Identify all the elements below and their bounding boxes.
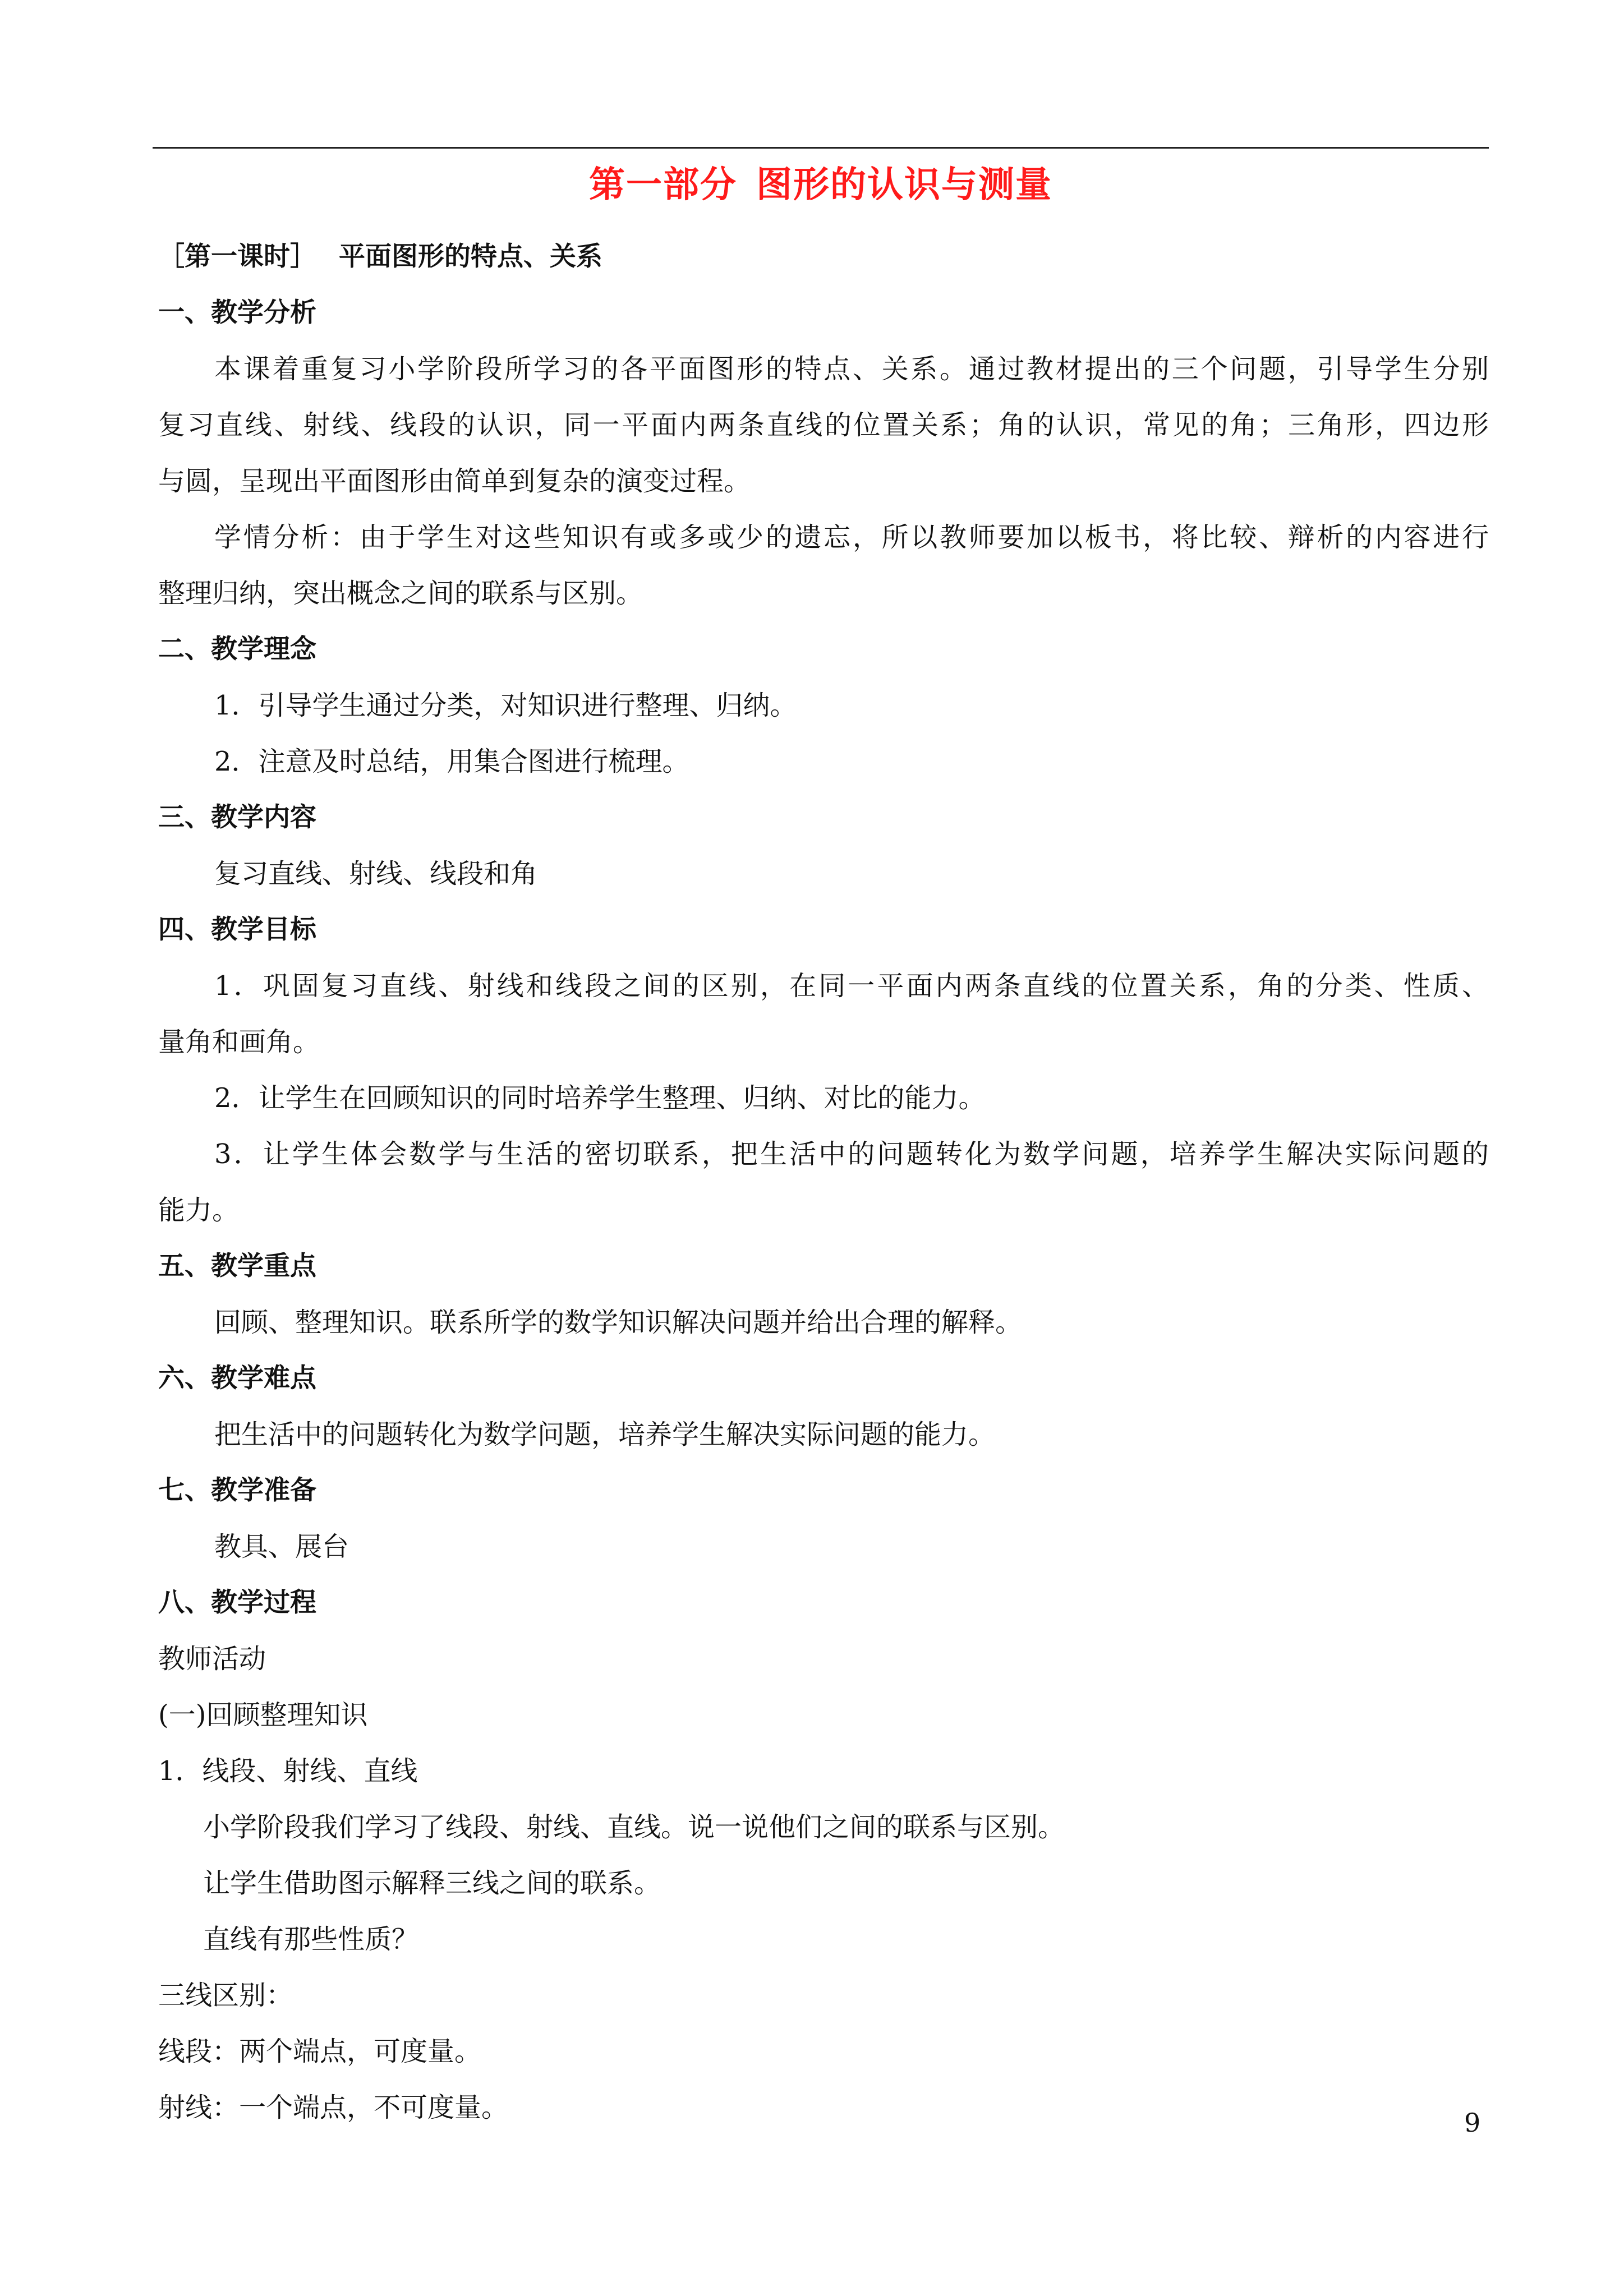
paragraph-line: 量角和画角。 bbox=[158, 1026, 320, 1058]
paragraph-line: 整理归纳，突出概念之间的联系与区别。 bbox=[158, 578, 643, 609]
paragraph-line: 回顾、整理知识。联系所学的数学知识解决问题并给出合理的解释。 bbox=[214, 1307, 1023, 1338]
title-part: 第一部分 bbox=[589, 164, 737, 206]
page-title bbox=[153, 156, 1489, 208]
lesson-name: 平面图形的特点、关系 bbox=[339, 241, 602, 272]
paragraph-line: 与圆，呈现出平面图形由简单到复杂的演变过程。 bbox=[158, 465, 751, 497]
paragraph-line: 教具、展台 bbox=[214, 1531, 349, 1562]
section-heading: 六、教学难点 bbox=[158, 1363, 316, 1394]
section-heading: 二、教学理念 bbox=[158, 634, 316, 665]
list-item: 2．注意及时总结，用集合图进行梳理。 bbox=[214, 746, 689, 777]
section-heading: 四、教学目标 bbox=[158, 914, 316, 945]
paragraph-line: 把生活中的问题转化为数学问题，培养学生解决实际问题的能力。 bbox=[214, 1419, 996, 1450]
title-name: 图形的认识与测量 bbox=[756, 164, 1052, 206]
list-item: 2．让学生在回顾知识的同时培养学生整理、归纳、对比的能力。 bbox=[214, 1082, 986, 1114]
section-heading: 一、教学分析 bbox=[158, 297, 316, 328]
paragraph-line: 线段：两个端点，可度量。 bbox=[158, 2036, 482, 2067]
paragraph-line: 三线区别： bbox=[158, 1980, 293, 2011]
paragraph-line: 让学生借助图示解释三线之间的联系。 bbox=[203, 1868, 661, 1899]
section-heading: 八、教学过程 bbox=[158, 1587, 316, 1618]
list-item: 3．让学生体会数学与生活的密切联系，把生活中的问题转化为数学问题，培养学生解决实际问题的 bbox=[214, 1138, 1489, 1170]
paragraph-line: 复习直线、射线、线段的认识，同一平面内两条直线的位置关系；角的认识，常见的角；三角形，四边形 bbox=[158, 409, 1489, 441]
paragraph-line: 教师活动 bbox=[158, 1643, 266, 1675]
paragraph-line: 学情分析：由于学生对这些知识有或多或少的遗忘，所以教师要加以板书，将比较、辩析的内容进行 bbox=[214, 522, 1489, 553]
paragraph-line: 1．线段、射线、直线 bbox=[158, 1755, 418, 1787]
top-rule bbox=[153, 147, 1489, 149]
paragraph-line: 直线有那些性质？ bbox=[203, 1924, 419, 1955]
paragraph-line: 复习直线、射线、线段和角 bbox=[214, 858, 538, 889]
paragraph-line: (一)回顾整理知识 bbox=[158, 1699, 368, 1731]
page-number: 9 bbox=[1464, 2108, 1481, 2138]
section-heading: 七、教学准备 bbox=[158, 1475, 316, 1506]
section-heading: 三、教学内容 bbox=[158, 802, 316, 833]
lesson-heading bbox=[158, 229, 1489, 285]
paragraph-line: 能力。 bbox=[158, 1195, 240, 1226]
list-item: 1．巩固复习直线、射线和线段之间的区别，在同一平面内两条直线的位置关系，角的分类、性质、 bbox=[214, 970, 1489, 1002]
lesson-tag: ［第一课时］ bbox=[158, 241, 316, 272]
section-heading: 五、教学重点 bbox=[158, 1251, 316, 1281]
body-text bbox=[158, 229, 1489, 2136]
paragraph-line: 射线：一个端点，不可度量。 bbox=[158, 2092, 509, 2123]
list-item: 1．引导学生通过分类，对知识进行整理、归纳。 bbox=[214, 690, 797, 721]
paragraph-line: 本课着重复习小学阶段所学习的各平面图形的特点、关系。通过教材提出的三个问题，引导学生分别 bbox=[214, 353, 1489, 385]
paragraph-line: 小学阶段我们学习了线段、射线、直线。说一说他们之间的联系与区别。 bbox=[203, 1811, 1065, 1843]
